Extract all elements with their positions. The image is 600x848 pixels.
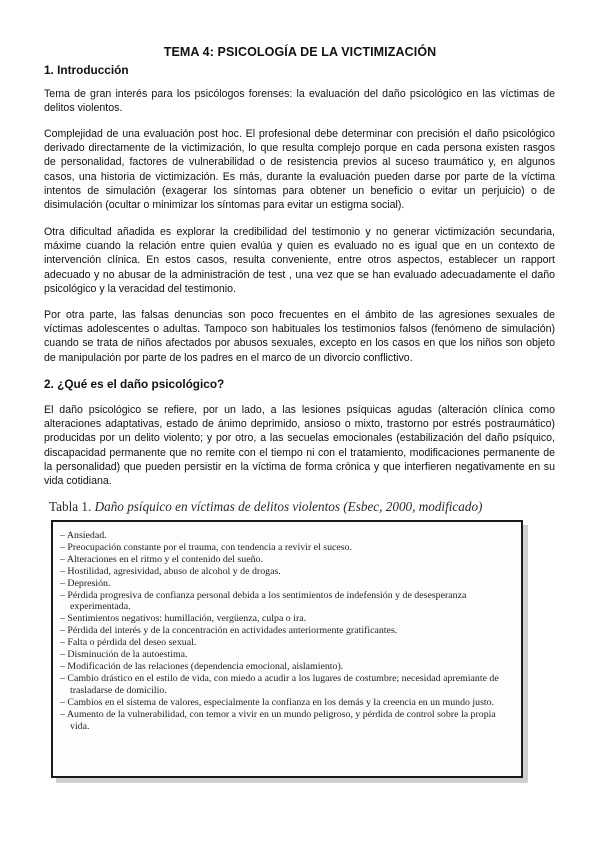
paragraph-intro-3: Otra dificultad añadida es explorar la credibilidad del testimonio y no generar victimización secundaria, máxime cuando la relación entre quien evalúa y quien es evaluado no es igual que en un contexto de intervención clínica. En estos casos, resulta conveniente, entre otros aspectos, establecer un rapport adecuado y no abusar de la administración de test , una vez que se han evaluado adecuadamente el daño psicológico y la veracidad del testimonio. (44, 226, 555, 295)
table-caption-text: Daño psíquico en víctimas de delitos violentos (Esbec, 2000, modificado) (94, 499, 483, 514)
table-item: – Aumento de la vulnerabilidad, con temor a vivir en un mundo peligroso, y pérdida de control sobre la propia vida. (60, 709, 515, 733)
paragraph-dano-1: El daño psicológico se refiere, por un lado, a las lesiones psíquicas agudas (alteración clínica como alteraciones adaptativas, estado de ánimo deprimido, ansioso o mixto, trastorno por estrés postraumático) producidas por un delito violento; y por otro, a las secuelas emocionales (estabilización del daño psíquico, discapacidad permanente que no remite con el tiempo ni con el tratamiento, modificaciones permanente de la personalidad) que pueden persistir en la víctima de forma crónica y que interfieren negativamente en su vida cotidiana. (44, 404, 555, 488)
paragraph-intro-2: Complejidad de una evaluación post hoc. El profesional debe determinar con precisión el daño psicológico derivado directamente de la victimización, lo que resulta complejo porque en cada persona existen rasgos de personalidad, factores de vulnerabilidad o de resistencia previos al suceso traumático y, en algunos casos, una historia de victimización. Es más, durante la evaluación pueden darse por parte de la víctima intentos de simulación (exagerar los síntomas para obtener un beneficio o evitar un perjuicio) o de disimulación (ocultar o minimizar los síntomas para evitar un estigma social). (44, 128, 555, 212)
section-heading-introduccion: 1. Introducción (44, 63, 129, 77)
table-item: – Alteraciones en el ritmo y el contenido del sueño. (60, 554, 515, 566)
table-caption-prefix: Tabla 1. (49, 499, 92, 514)
table-item: – Cambios en el sistema de valores, especialmente la confianza en los demás y la creencia en un mundo justo. (60, 697, 515, 709)
table-item: – Falta o pérdida del deseo sexual. (60, 637, 515, 649)
table-item: – Preocupación constante por el trauma, con tendencia a revivir el suceso. (60, 542, 515, 554)
table-item: – Depresión. (60, 578, 515, 590)
table-symptom-list (60, 530, 515, 732)
table-item: – Ansiedad. (60, 530, 515, 542)
table-item: – Modificación de las relaciones (dependencia emocional, aislamiento). (60, 661, 515, 673)
table-caption (49, 500, 554, 514)
paragraph-intro-4: Por otra parte, las falsas denuncias son poco frecuentes en el ámbito de las agresiones sexuales de víctimas adolescentes o adultas. Tampoco son habituales los testimonios falsos (fenómeno de simulación) cuando se trata de niños afectados por abusos sexuales, excepto en los casos en que los niños son objeto de manipulación por parte de los padres en el marco de un divorcio conflictivo. (44, 309, 555, 364)
section-heading-dano-psicologico: 2. ¿Qué es el daño psicológico? (44, 377, 225, 391)
table-item: – Cambio drástico en el estilo de vida, con miedo a acudir a los lugares de costumbre; necesidad apremiante de trasladarse de domicilio. (60, 673, 515, 697)
paragraph-intro-1: Tema de gran interés para los psicólogos forenses: la evaluación del daño psicológico en las víctimas de delitos violentos. (44, 88, 555, 115)
table-item: – Hostilidad, agresividad, abuso de alcohol y de drogas. (60, 566, 515, 578)
table-item: – Sentimientos negativos: humillación, vergüenza, culpa o ira. (60, 613, 515, 625)
table-item: – Pérdida del interés y de la concentración en actividades anteriormente gratificantes. (60, 625, 515, 637)
table-item: – Disminución de la autoestima. (60, 649, 515, 661)
table-item: – Pérdida progresiva de confianza personal debida a los sentimientos de indefensión y de desesperanza experimentada. (60, 590, 515, 614)
document-title: TEMA 4: PSICOLOGÍA DE LA VICTIMIZACIÓN (163, 45, 437, 59)
